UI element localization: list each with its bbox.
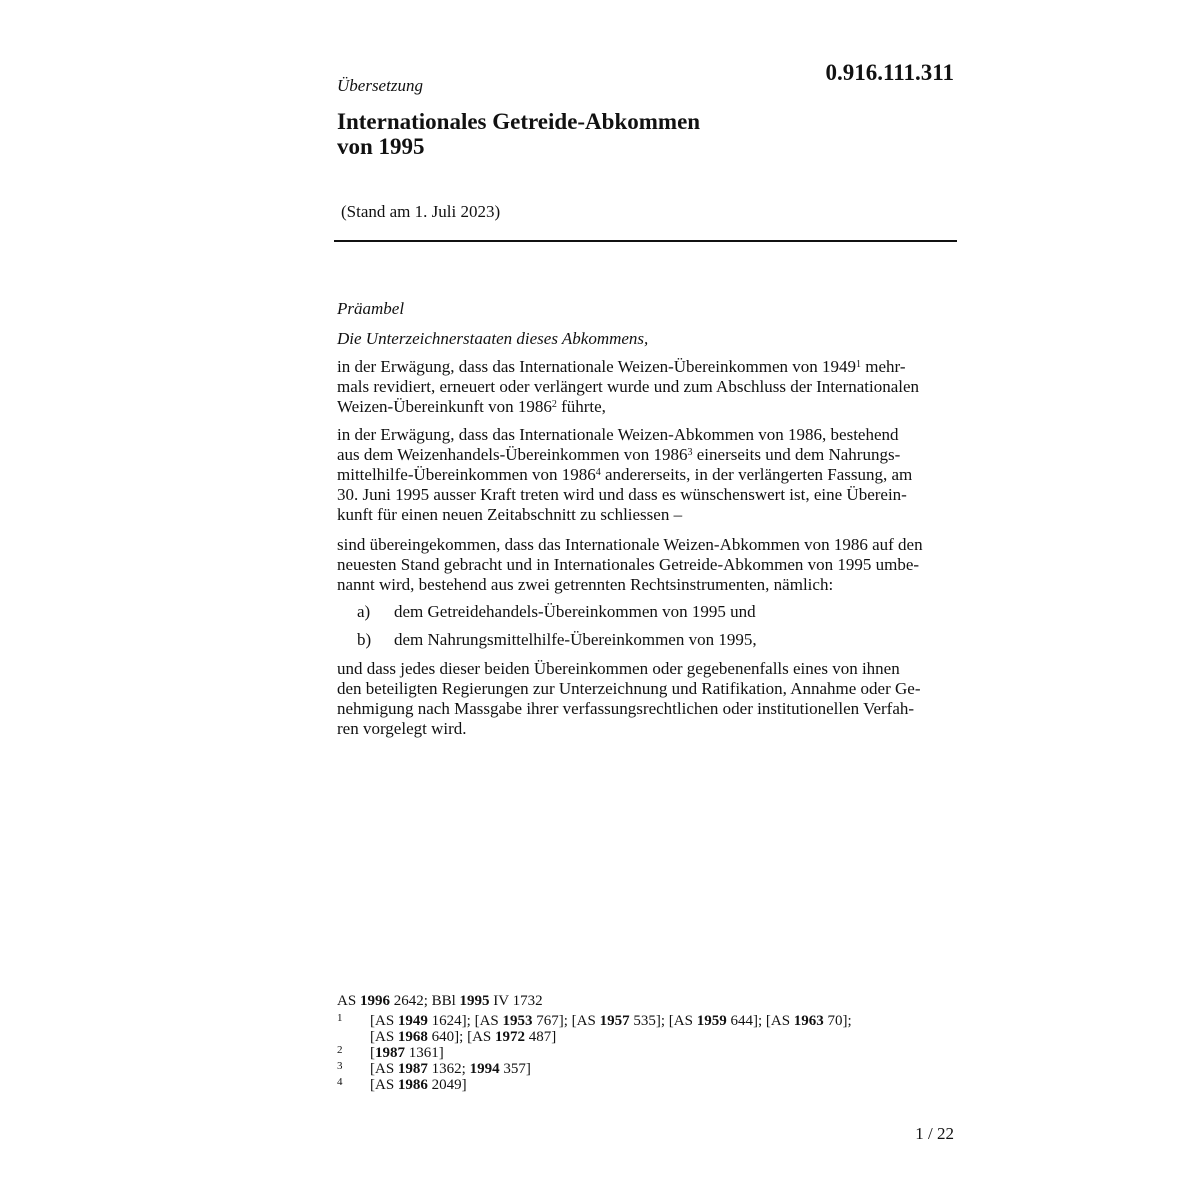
text-run: nehmigung nach Massgabe ihrer verfassungsrechtlichen oder institutionellen Verfah- [337, 699, 915, 718]
preamble-title: Präambel [337, 299, 405, 318]
paragraph-2 [337, 425, 954, 525]
paragraph-line [337, 659, 954, 679]
text-run: führte, [556, 397, 606, 416]
page-number: 1 / 22 [915, 1124, 954, 1143]
footnote-number: 3 [337, 1060, 343, 1072]
document-number: 0.916.111.311 [825, 60, 954, 85]
text-run: andererseits, in der verlängerten Fassung, am [600, 465, 913, 484]
paragraph-line [337, 357, 954, 377]
text-run: den beteiligten Regierungen zur Unterzeichnung und Ratifikation, Annahme oder Ge- [337, 679, 921, 698]
footnote-2: 2 [1987 1361] [337, 1044, 444, 1061]
paragraph-line [337, 377, 954, 397]
paragraph-line [337, 679, 954, 699]
text-run: mittelhilfe-Übereinkommen von 1986 [337, 465, 596, 484]
list-item-text: dem Nahrungsmittelhilfe-Übereinkommen von 1995, [394, 630, 757, 649]
document-title [337, 109, 837, 159]
footnote-ref[interactable]: 3 [687, 447, 693, 458]
text-run: mals revidiert, erneuert oder verlängert wurde und zum Abschluss der Internationalen [337, 377, 920, 396]
paragraph-4 [337, 659, 954, 739]
status-date: (Stand am 1. Juli 2023) [341, 202, 501, 221]
paragraph-3 [337, 535, 954, 595]
footnote-4: 4 [AS 1986 2049] [337, 1076, 467, 1093]
list-item-text: dem Getreidehandels-Übereinkommen von 1995 und [394, 602, 756, 621]
list-item-a [357, 601, 756, 623]
text-run: Weizen-Übereinkunft von 1986 [337, 397, 552, 416]
title-line-1: Internationales Getreide-Abkommen [337, 109, 701, 134]
paragraph-line [337, 485, 954, 505]
footnote-1: 1 [AS 1949 1624]; [AS 1953 767]; [AS 1957 535]; [AS 1959 644]; [AS 1963 70]; [AS 1968 640]; [AS 1972 487] [337, 1012, 852, 1045]
list-item-b [357, 629, 757, 651]
footnote-3: 3 [AS 1987 1362; 1994 357] [337, 1060, 531, 1077]
footnote-ref[interactable]: 2 [551, 399, 557, 410]
footnote-source: AS 1996 2642; BBl 1995 IV 1732 [337, 993, 543, 1009]
text-run: einerseits und dem Nahrungs- [692, 445, 901, 464]
paragraph-line [337, 535, 954, 555]
footnotes [337, 993, 957, 1093]
paragraph-line [337, 465, 954, 485]
text-run: mehr- [861, 357, 906, 376]
text-run: sind übereingekommen, dass das Internationale Weizen-Abkommen von 1986 auf den [337, 535, 923, 554]
footnote-ref[interactable]: 1 [856, 359, 862, 370]
footnote-number: 4 [337, 1076, 343, 1088]
text-run: 30. Juni 1995 ausser Kraft treten wird und dass es wünschenswert ist, eine Überein- [337, 485, 907, 504]
header-divider [334, 240, 957, 242]
text-run: neuesten Stand gebracht und in Internationales Getreide-Abkommen von 1995 umbe- [337, 555, 920, 574]
paragraph-line [337, 505, 954, 525]
text-run: in der Erwägung, dass das Internationale Weizen-Übereinkommen von 1949 [337, 357, 857, 376]
footnote-number: 1 [337, 1012, 343, 1024]
paragraph-line [337, 445, 954, 465]
text-run: aus dem Weizenhandels-Übereinkommen von 1986 [337, 445, 688, 464]
paragraph-line [337, 719, 954, 739]
preamble-intro: Die Unterzeichnerstaaten dieses Abkommens, [337, 329, 649, 348]
list-marker: a) [357, 602, 371, 621]
paragraph-line [337, 425, 954, 445]
text-run: ren vorgelegt wird. [337, 719, 467, 738]
text-run: und dass jedes dieser beiden Übereinkommen oder gegebenenfalls eines von ihnen [337, 659, 900, 678]
paragraph-line [337, 699, 954, 719]
text-run: nannt wird, bestehend aus zwei getrennten Rechtsinstrumenten, nämlich: [337, 575, 834, 594]
title-line-2: von 1995 [337, 134, 425, 159]
footnote-number: 2 [337, 1044, 343, 1056]
footnote-ref[interactable]: 4 [595, 467, 601, 478]
text-run: in der Erwägung, dass das Internationale Weizen-Abkommen von 1986, bestehend [337, 425, 899, 444]
paragraph-1 [337, 357, 954, 417]
text-run: kunft für einen neuen Zeitabschnitt zu schliessen – [337, 505, 683, 524]
paragraph-line [337, 397, 954, 417]
translation-label: Übersetzung [337, 76, 423, 95]
list-marker: b) [357, 630, 372, 649]
paragraph-line [337, 575, 954, 595]
paragraph-line [337, 555, 954, 575]
